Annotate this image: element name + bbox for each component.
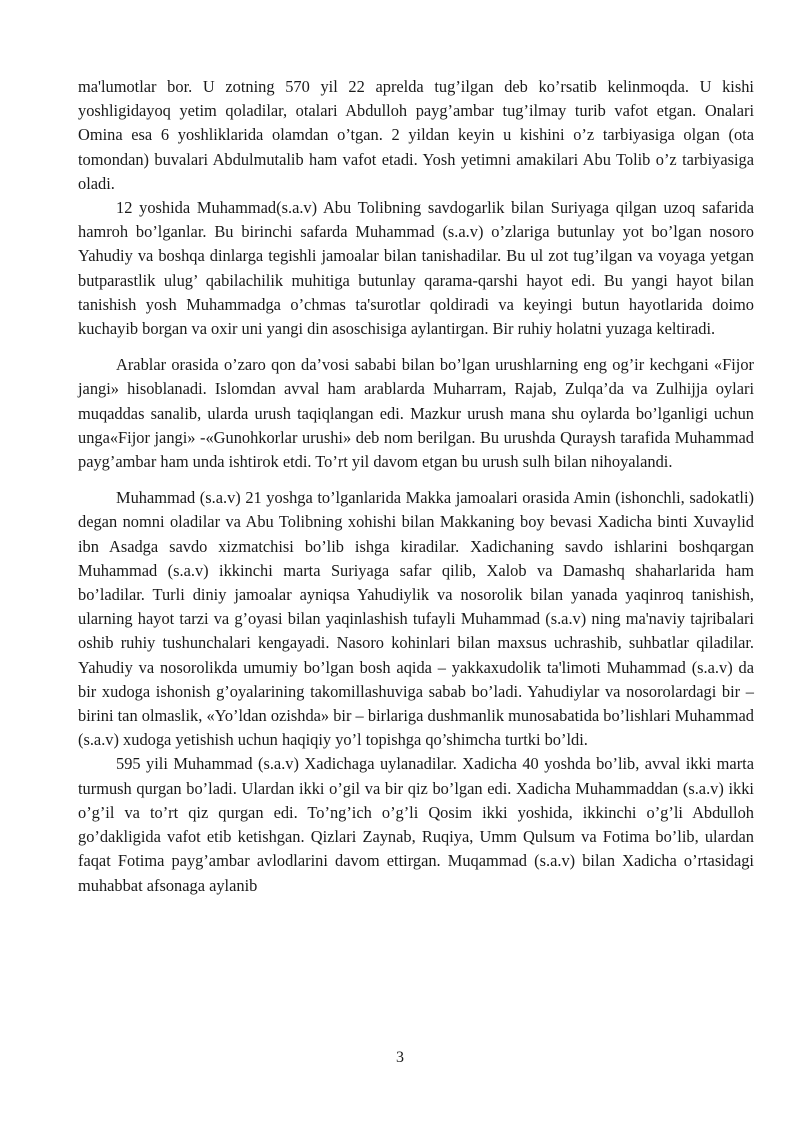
paragraph-1: ma'lumotlar bor. U zotning 570 yil 22 aprelda tug’ilgan deb ko’rsatib kelinmoqda. U kishi yoshligidayoq yetim qoladilar, otalari Abdulloh payg’ambar tug’ilmay turib vafot etgan. Onalari Omina esa 6 yoshliklarida olamdan o’tgan. 2 yildan keyin u kishini o’z tarbiyasiga olgan (ota tomondan) buvalari Abdulmutalib ham vafot etadi. Yosh yetimni amakilari Abu Tolib o’z tarbiyasiga oladi. [78,77,754,193]
document-page [78,75,754,898]
page-number: 3 [396,1049,404,1066]
paragraph-3: Arablar orasida o’zaro qon da’vosi sababi bilan bo’lgan urushlarning eng og’ir kechgani «Fijor jangi» hisoblanadi. Islomdan avval ham arablarda Muharram, Rajab, Zulqa’da va Zulhijja oylari muqaddas sanalib, ularda urush taqiqlangan edi. Mazkur urush mana shu oylarda bo’lganligi uchun unga«Fijor jangi» -«Gunohkorlar urushi» deb nom berilgan. Bu urushda Quraysh tarafida Muhammad payg’ambar ham unda ishtirok etdi. To’rt yil davom etgan bu urush sulh bilan nihoyalandi. [78,355,754,472]
paragraph-2: 12 yoshida Muhammad(s.a.v) Abu Tolibning savdogarlik bilan Suriyaga qilgan uzoq safarida hamroh bo’lganlar. Bu birinchi safarda Muhammad (s.a.v) o’zlariga butunlay yot bo’lgan nosoro Yahudiy va boshqa dinlarga tegishli jamoalar bilan tanishadilar. Bu ul zot tug’ilgan va voyaga yetgan butparastlik ulug’ qabilachilik muhitiga butunlay qarama-qarshi hayot edi. Bu yangi hayot bilan tanishish yosh Muhammadga o’chmas ta'surotlar qoldiradi va keyingi butun hayotlarida doimo kuchayib borgan va oxir uni yangi din asoschisiga aylantirgan. Bir ruhiy holatni yuzaga keltiradi. [78,198,754,339]
paragraph-4: Muhammad (s.a.v) 21 yoshga to’lganlarida Makka jamoalari orasida Amin (ishonchli, sadokatli) degan nomni oladilar va Abu Tolibning xohishi bilan Makkaning boy bevasi Xadicha binti Xuvaylid ibn Asadga savdo xizmatchisi bo’lib ishga kiradilar. Xadichaning savdo ishlarini boshqargan Muhammad (s.a.v) ikkinchi marta Suriyaga safar qilib, Xalob va Damashq shaharlarida ham bo’ladilar. Turli diniy jamoalar ayniqsa Yahudiylik va nosorolik bilan yanada yaqinroq tanishish, ularning hayot tarzi va g’oyasi bilan yaqinlashish tufayli Muhammad (s.a.v) ning ma'naviy tajribalari oshib ruhiy tushunchalari kengayadi. Nasoro kohinlari bilan maxsus uchrashib, suhbatlar qiladilar. Yahudiy va nosorolikda umumiy bo’lgan bosh aqida – yakkaxudolik ta'limoti Muhammad (s.a.v) da bir xudoga ishonish g’oyalarining takomillashuviga sabab bo’ladi. Yahudiylar va nosorolardagi bir – birini tan olmaslik, «Yo’ldan ozishda» bir – birlariga dushmanlik munosabatida bo’lishlari Muhammad (s.a.v) xudoga yetishish uchun haqiqiy yo’l topishga qo’shimcha turtki bo’ldi. [78,488,754,750]
paragraph-5: 595 yili Muhammad (s.a.v) Xadichaga uylanadilar. Xadicha 40 yoshda bo’lib, avval ikki marta turmush qurgan bo’ladi. Ulardan ikki o’gil va bir qiz bo’lgan edi. Xadicha Muhammaddan (s.a.v) ikki o’g’il va to’rt qiz qurgan edi. To’ng’ich o’g’li Qosim ikki yoshida, ikkinchi o’g’li Abdulloh go’dakligida vafot etib ketishgan. Qizlari Zaynab, Ruqiya, Umm Qulsum va Fotima bo’lib, ulardan faqat Fotima payg’ambar avlodlarini davom ettirgan. Muqammad (s.a.v) bilan Xadicha o’rtasidagi muhabbat afsonaga aylanib [78,754,754,895]
